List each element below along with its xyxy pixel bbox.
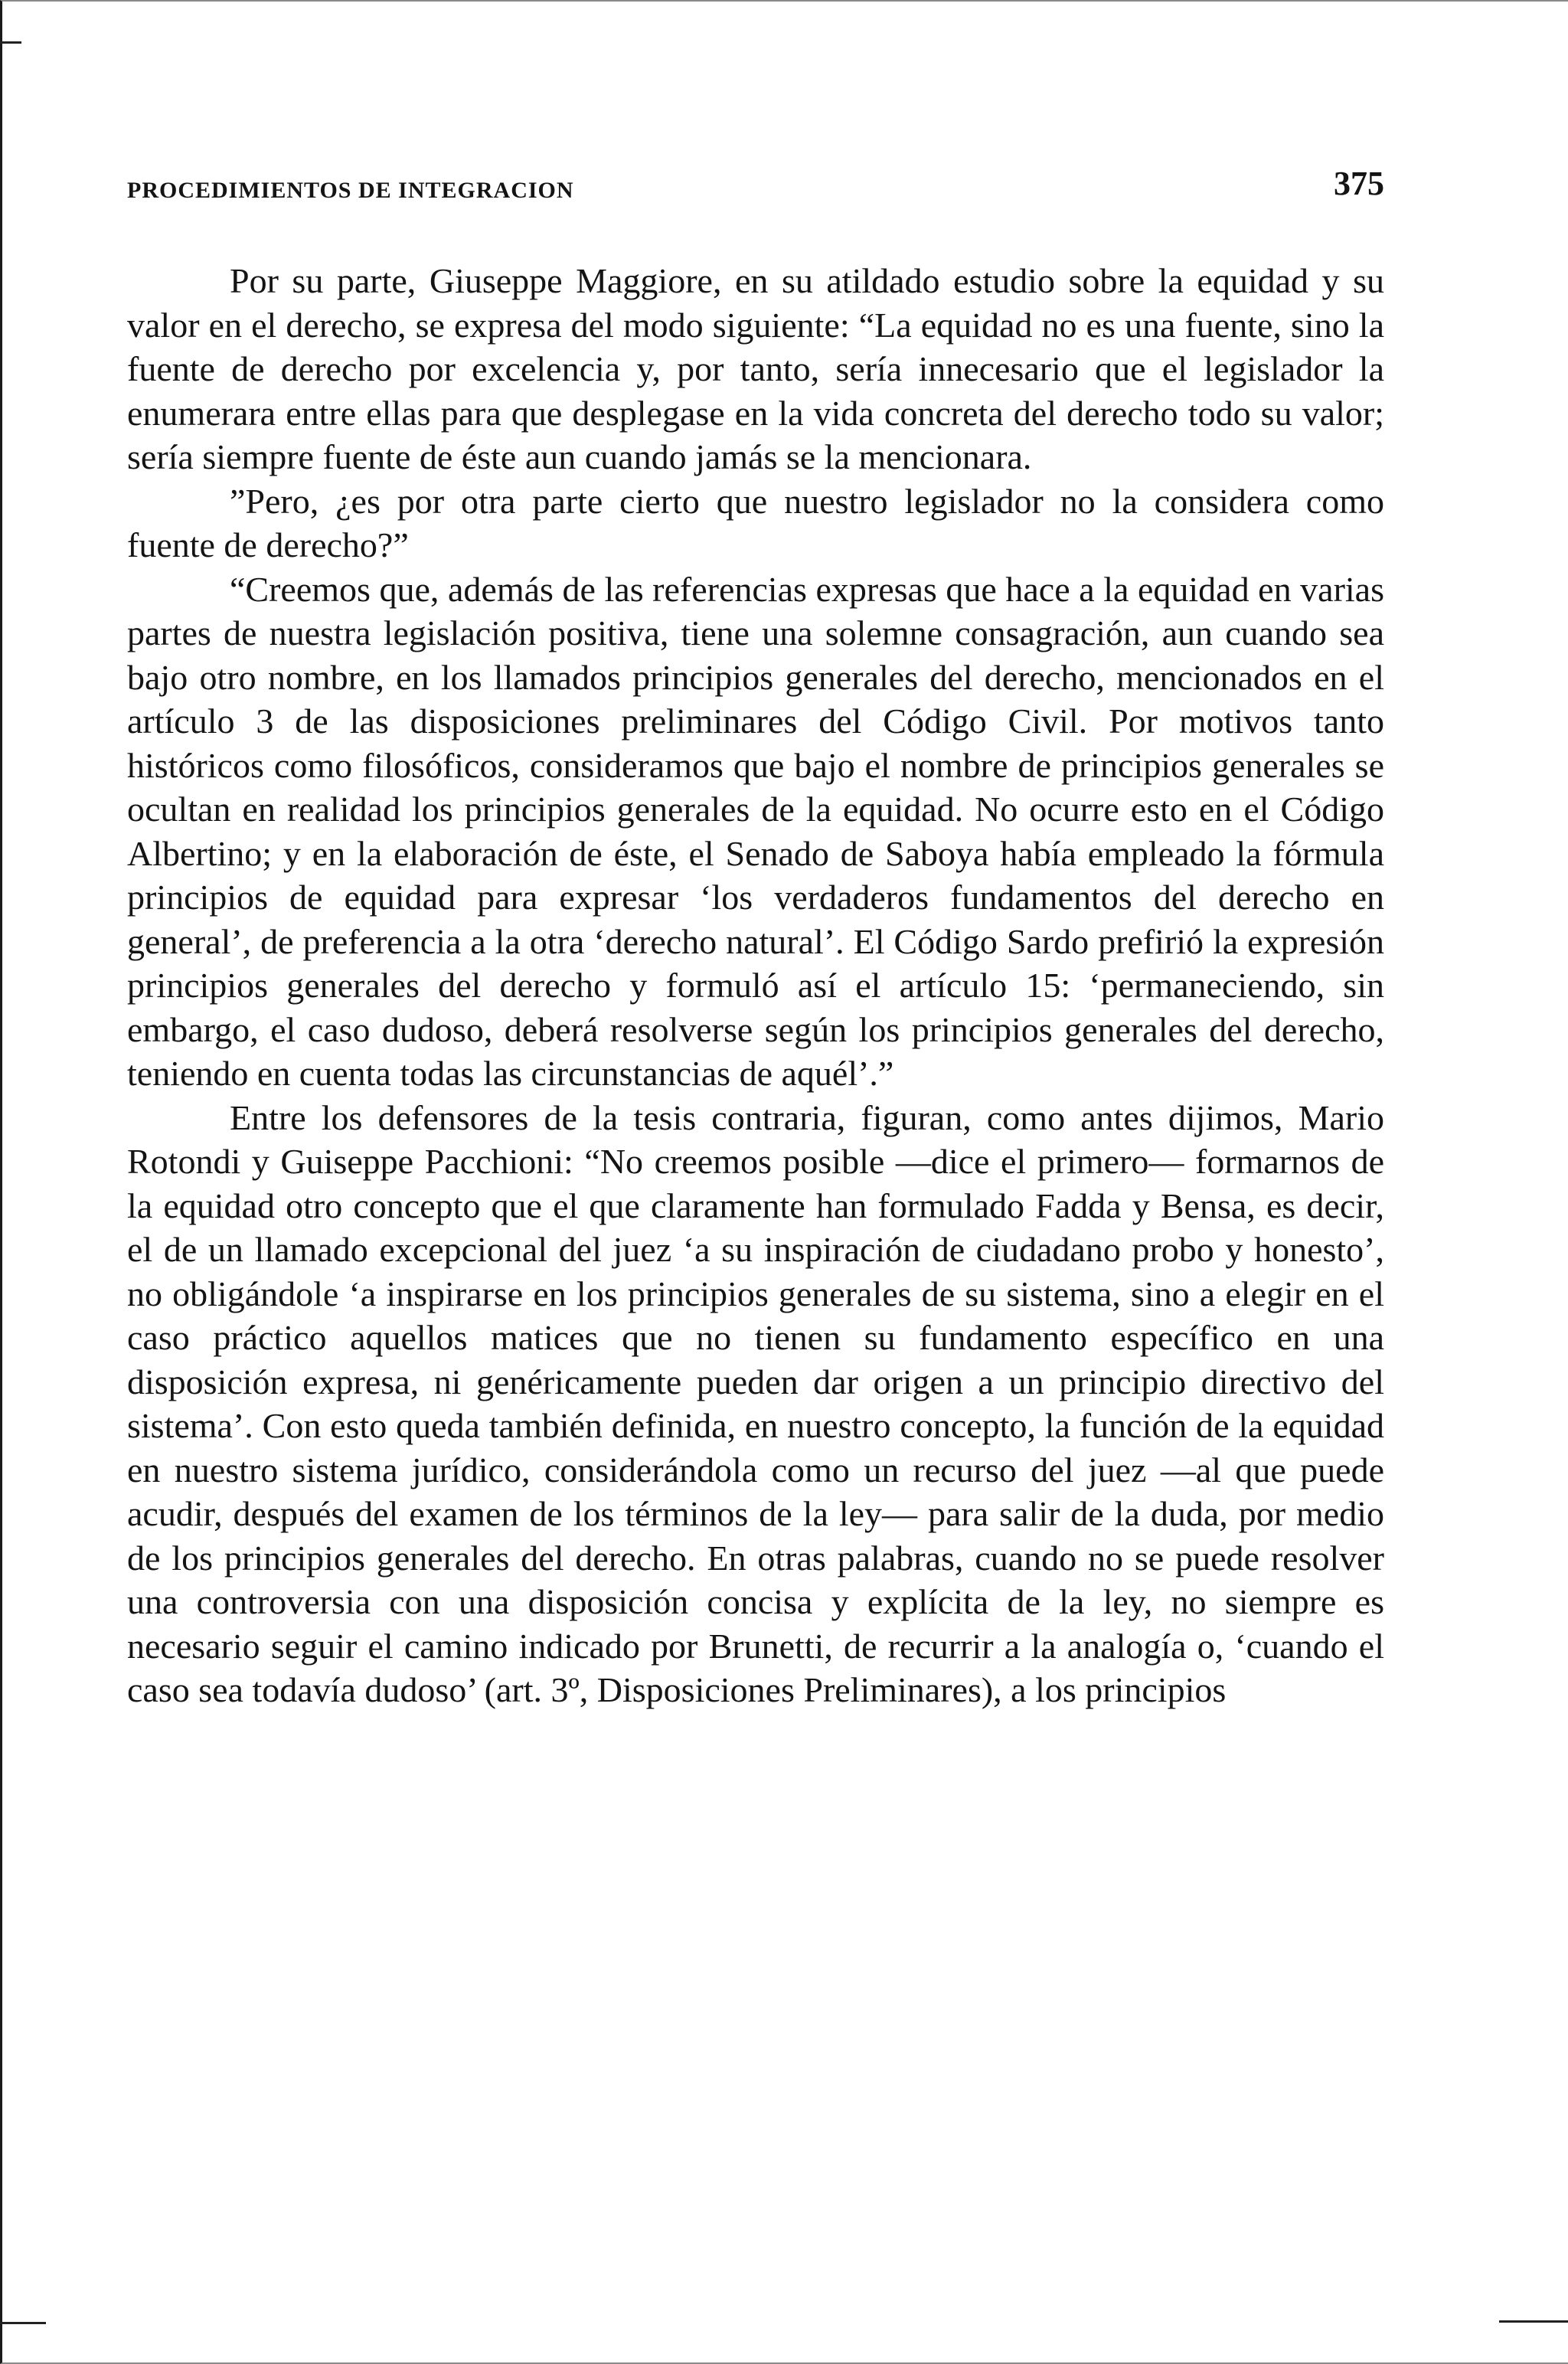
paragraph-maggiore-quote: “Creemos que, además de las referencias expresas que hace a la equidad en varias partes de nuestra legislación positiva, tiene una solemne consagración, aun cuando sea bajo otro nombre, en los llamados principios generales del derecho, mencionados en el artículo 3 de las disposiciones preliminares del Código Civil. Por motivos tanto históricos como filosóficos, consideramos que bajo el nombre de principios generales se ocultan en realidad los principios generales de la equidad. No ocurre esto en el Código Albertino; y en la elaboración de éste, el Senado de Saboya había empleado la fórmula principios de equidad para expresar ‘los verdaderos fundamentos del derecho en general’, de preferencia a la otra ‘derecho natural’. El Código Sardo prefirió la expresión principios generales del derecho y formuló así el artículo 15: ‘permaneciendo, sin embargo, el caso dudoso, deberá resolverse según los principios generales del derecho, teniendo en cuenta todas las circunstancias de aquél’.” <box>127 569 1384 1093</box>
scan-edge-mark-top <box>0 41 21 44</box>
book-page <box>127 161 1384 1712</box>
running-head <box>127 161 1384 214</box>
paragraph-maggiore-intro: Por su parte, Giuseppe Maggiore, en su atildado estudio sobre la equidad y su valor en el derecho, se expresa del modo siguiente: “La equidad no es una fuente, sino la fuente de derecho por excelencia y, por tanto, sería innecesario que el legislador la enumerara entre ellas para que desplegase en la vida concreta del derecho todo su valor; sería siempre fuente de éste aun cuando jamás se la mencionara. <box>127 261 1384 476</box>
body-text <box>127 259 1384 1712</box>
running-title: PROCEDIMIENTOS DE INTEGRACION <box>127 178 574 203</box>
scan-edge-mark-bottom-right <box>1499 2320 1568 2323</box>
paragraph-maggiore-question: ”Pero, ¿es por otra parte cierto que nuestro legislador no la considera como fuente de derecho?” <box>127 481 1384 564</box>
scan-edge-mark-bottom-left <box>0 2322 46 2324</box>
page-number: 375 <box>1334 165 1384 202</box>
paragraph-contrary-thesis: Entre los defensores de la tesis contraria, figuran, como antes dijimos, Mario Rotondi y Guiseppe Pacchioni: “No creemos posible —dice el primero— formarnos de la equidad otro concepto que el que claramente han formulado Fadda y Bensa, es decir, el de un llamado excepcional del juez ‘a su inspiración de ciudadano probo y honesto’, no obligándole ‘a inspirarse en los principios generales de su sistema, sino a elegir en el caso práctico aquellos matices que no tienen su fundamento específico en una disposición expresa, ni genéricamente pueden dar origen a un principio directivo del sistema’. Con esto queda también definida, en nuestro concepto, la función de la equidad en nuestro sistema jurídico, considerándola como un recurso del juez —al que puede acudir, después del examen de los términos de la ley— para salir de la duda, por medio de los principios generales del derecho. En otras palabras, cuando no se puede resolver una controversia con una disposición concisa y explícita de la ley, no siempre es necesario seguir el camino indicado por Brunetti, de recurrir a la analogía o, ‘cuando el caso sea todavía dudoso’ (art. 3º, Disposiciones Preliminares), a los principios <box>127 1097 1384 1709</box>
